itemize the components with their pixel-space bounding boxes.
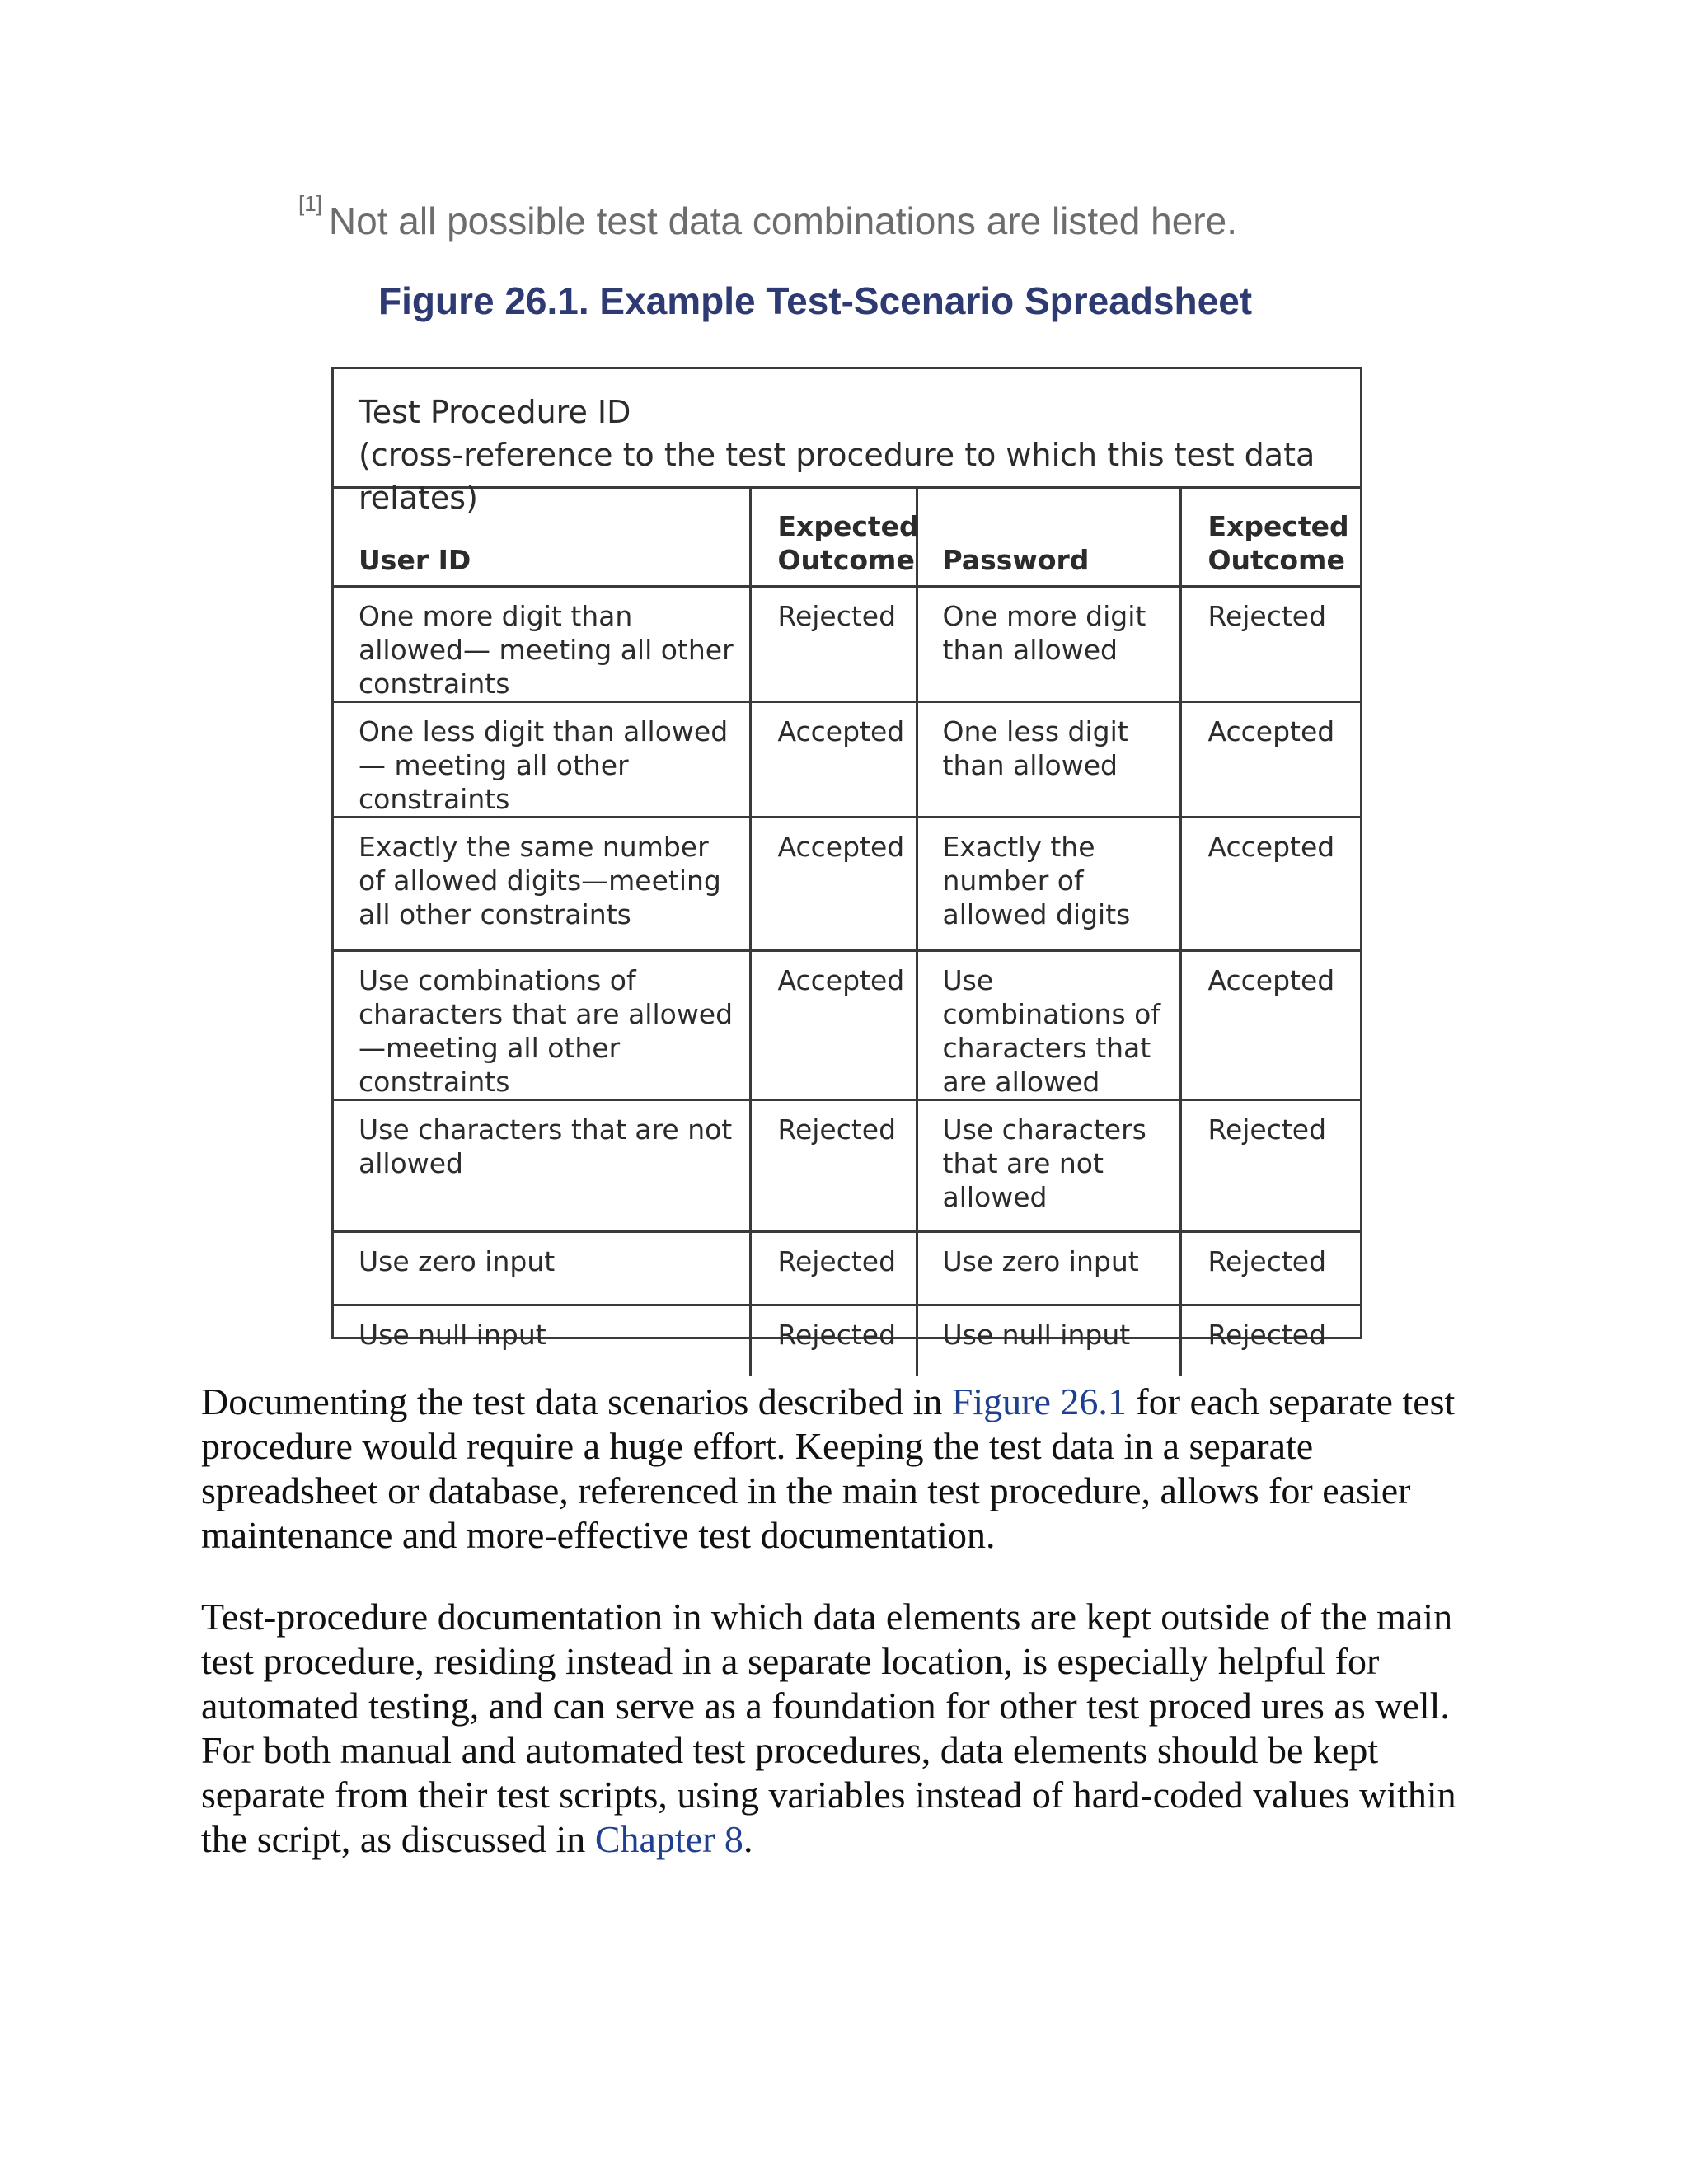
table-row	[334, 586, 1360, 701]
paragraph-text: Test-procedure documentation in which data elements are kept outside of the main test procedure, residing instead in a separate location, is especially helpful for automated testing, and can serve as a foundation for other test proced ures as well. For both manual and automated test procedures, data elements should be kept separate from their test scripts, using variables instead of hard-coded values within the script, as discussed in	[201, 1596, 1456, 1860]
chapter-link[interactable]: Chapter 8	[594, 1818, 743, 1860]
test-procedure-id-note: (cross-reference to the test procedure to which this test data relates)	[359, 437, 1315, 516]
user-id-cell: Use combinations of characters that are allowed—meeting all other constraints	[334, 950, 750, 1099]
password-cell: One less digit than allowed	[917, 701, 1180, 817]
table-row	[334, 701, 1360, 817]
user-id-outcome-cell: Accepted	[750, 701, 917, 817]
footnote-marker[interactable]: [1]	[298, 191, 322, 216]
user-id-outcome-cell: Rejected	[750, 586, 917, 701]
test-procedure-id-header	[334, 369, 1360, 516]
password-cell: Use characters that are not allowed	[917, 1099, 1180, 1231]
password-outcome-cell: Rejected	[1180, 1305, 1360, 1376]
user-id-outcome-cell: Rejected	[750, 1099, 917, 1231]
password-outcome-cell: Accepted	[1180, 701, 1360, 817]
paragraph-text: for each separate test procedure would require a huge effort. Keeping the test data in a separate spreadsheet or database, referenced in the main test procedure, allows for easier maintenance and more-effective test documentation.	[201, 1380, 1456, 1556]
password-outcome-cell: Accepted	[1180, 950, 1360, 1099]
user-id-cell: One more digit than allowed— meeting all other constraints	[334, 586, 750, 701]
password-cell: Use combinations of characters that are allowed	[917, 950, 1180, 1099]
user-id-cell: Use zero input	[334, 1231, 750, 1305]
password-outcome-cell: Accepted	[1180, 817, 1360, 950]
user-id-outcome-cell: Rejected	[750, 1231, 917, 1305]
password-cell: One more digit than allowed	[917, 586, 1180, 701]
paragraph-text: Documenting the test data scenarios described in	[201, 1380, 952, 1422]
password-outcome-cell: Rejected	[1180, 1099, 1360, 1231]
password-outcome-cell: Rejected	[1180, 1231, 1360, 1305]
column-header-user-id: User ID	[334, 489, 750, 586]
column-header-user-id-outcome: Expected Outcome	[750, 489, 917, 586]
user-id-cell: Exactly the same number of allowed digits—meeting all other constraints	[334, 817, 750, 950]
user-id-outcome-cell: Accepted	[750, 817, 917, 950]
figure-title: Figure 26.1. Example Test-Scenario Spreadsheet	[378, 279, 1253, 322]
user-id-outcome-cell: Accepted	[750, 950, 917, 1099]
password-cell: Exactly the number of allowed digits	[917, 817, 1180, 950]
user-id-cell: Use null input	[334, 1305, 750, 1376]
user-id-outcome-cell: Rejected	[750, 1305, 917, 1376]
paragraph-text: .	[743, 1818, 753, 1860]
table-row	[334, 1099, 1360, 1231]
password-outcome-cell: Rejected	[1180, 586, 1360, 701]
table-row	[334, 1231, 1360, 1305]
figure-link[interactable]: Figure 26.1	[951, 1380, 1127, 1422]
table-row	[334, 1305, 1360, 1376]
column-header-row	[334, 489, 1360, 586]
table-row	[334, 950, 1360, 1099]
footnote	[298, 191, 1452, 244]
table-row	[334, 817, 1360, 950]
user-id-cell: One less digit than allowed— meeting all other constraints	[334, 701, 750, 817]
body-paragraph-2	[201, 1595, 1487, 1862]
test-procedure-id-label: Test Procedure ID	[359, 394, 631, 430]
test-data-grid	[334, 489, 1360, 1376]
body-paragraph-1	[201, 1380, 1487, 1558]
password-cell: Use zero input	[917, 1231, 1180, 1305]
footnote-text: Not all possible test data combinations are listed here.	[328, 199, 1237, 242]
test-scenario-table	[331, 367, 1362, 1351]
column-header-password-outcome: Expected Outcome	[1180, 489, 1360, 586]
password-cell: Use null input	[917, 1305, 1180, 1376]
user-id-cell: Use characters that are not allowed	[334, 1099, 750, 1231]
column-header-password: Password	[917, 489, 1180, 586]
